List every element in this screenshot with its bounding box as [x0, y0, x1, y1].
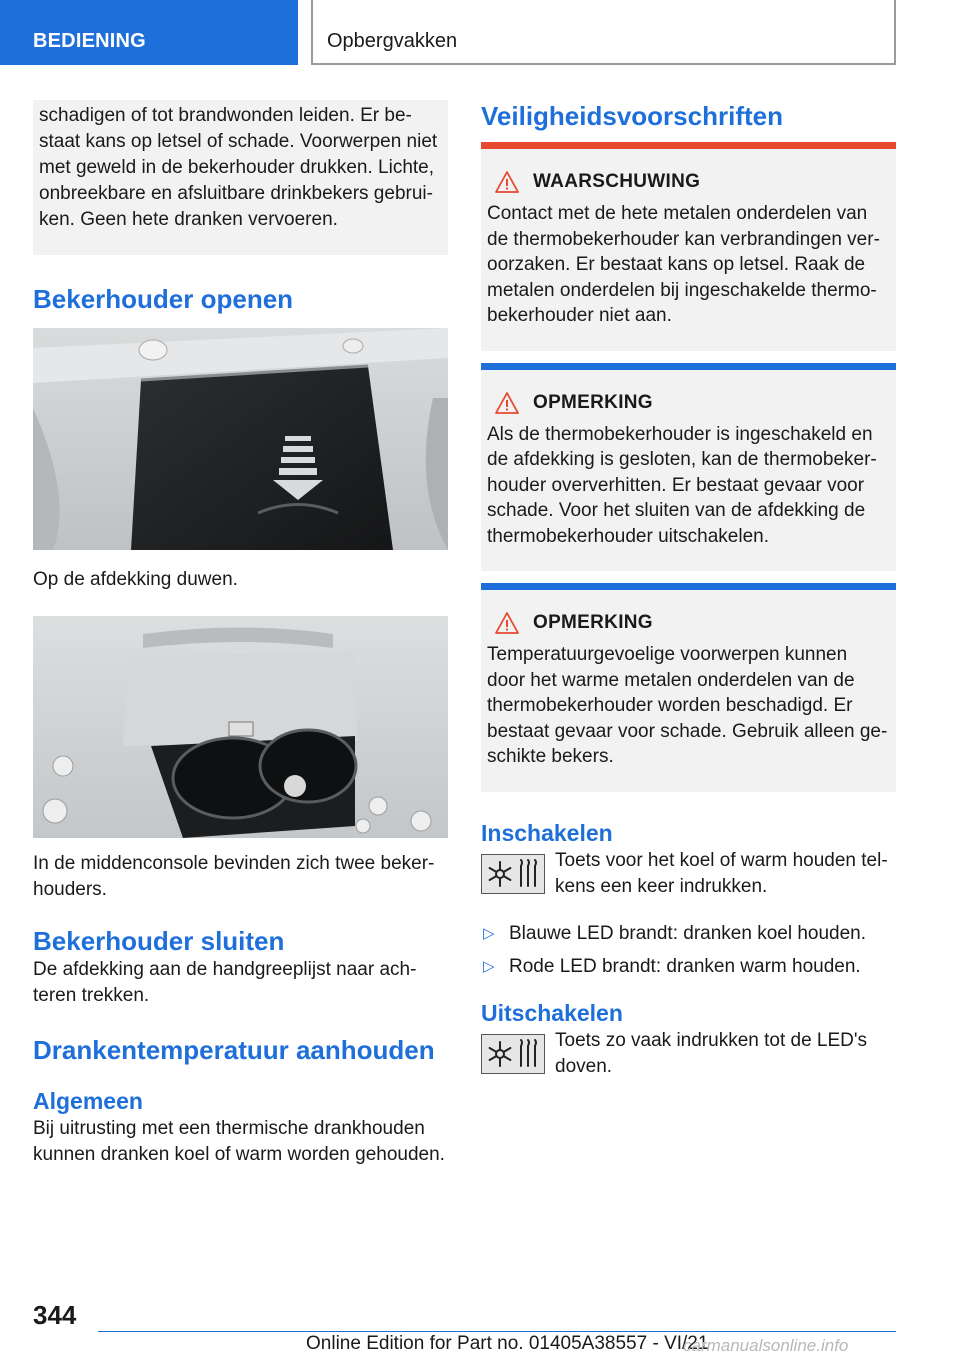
- note-text: Temperatuurgevoelige voorwerpen kunnen door het warme metalen onderdelen van de thermobekerhouder worden beschadigd. Er bestaat gevaar voor schade. Gebruik alleen ge- schikte bekers.: [487, 644, 888, 767]
- bullet-text: Rode LED brandt: dranken warm houden.: [509, 955, 861, 977]
- climate-cupholder-button-icon: [481, 854, 545, 894]
- caption-two-cupholders: In de middenconsole bevinden zich twee beker- houders.: [33, 853, 435, 900]
- bullet-triangle-icon: ▷: [483, 924, 495, 942]
- warning-triangle-icon: [495, 170, 519, 194]
- switch-on-row: [481, 848, 896, 900]
- footer-edition: Online Edition for Part no. 01405A38557 - VI/21: [306, 1333, 709, 1354]
- switch-off-text: Toets zo vaak indrukken tot de LED's doven.: [555, 1029, 868, 1077]
- footer-watermark: carmanualsonline.info: [683, 1336, 849, 1355]
- chapter-tab: BEDIENING: [0, 0, 298, 65]
- led-status-list: [481, 921, 896, 980]
- warning-triangle-icon: [495, 611, 519, 635]
- note-label: OPMERKING: [533, 612, 653, 634]
- cupholders-open-photo: [33, 616, 448, 838]
- warning-bar: [481, 142, 896, 149]
- right-column: [481, 100, 896, 1080]
- note-box-overheat: [481, 363, 896, 572]
- heading-safety: Veiligheidsvoorschriften: [481, 101, 783, 131]
- climate-cupholder-button-icon: [481, 1034, 545, 1074]
- heading-close-cupholder: Bekerhouder sluiten: [33, 926, 285, 956]
- cupholder-cover-photo: [33, 328, 448, 550]
- heading-drink-temperature: Drankentemperatuur aanhouden: [33, 1035, 435, 1065]
- left-column: [33, 100, 448, 1168]
- bullet-triangle-icon: ▷: [483, 957, 495, 975]
- warning-triangle-icon: [495, 391, 519, 415]
- warning-label: WAARSCHUWING: [533, 171, 701, 193]
- page-number: 344: [33, 1300, 77, 1330]
- heading-open-cupholder: Bekerhouder openen: [33, 284, 294, 314]
- heading-switch-off: Uitschakelen: [481, 999, 623, 1026]
- continued-warning-text: schadigen of tot brandwonden leiden. Er be- staat kans op letsel of schade. Voorwerpen niet met geweld in de bekerhouder drukken. Lichte, onbreekbare en afsluitbare drinkbekers gebrui- ken. Geen hete dranken vervoeren.: [39, 105, 438, 230]
- footer-divider: [98, 1331, 896, 1332]
- warning-box: [481, 142, 896, 351]
- close-instructions: De afdekking aan de handgreeplijst naar ach- teren trekken.: [33, 959, 417, 1006]
- note-text: Als de thermobekerhouder is ingeschakeld en de afdekking is gesloten, kan de thermobeker- houder oververhitten. Er bestaat gevaar voor schade. Voor het sluiten van de afdekking de thermobekerhouder uitschakelen.: [487, 423, 877, 547]
- switch-on-text: Toets voor het koel of warm houden tel- kens een keer indrukken.: [555, 849, 888, 897]
- note-bar: [481, 363, 896, 370]
- switch-off-row: [481, 1028, 896, 1080]
- general-text: Bij uitrusting met een thermische drankhouden kunnen dranken koel of warm worden gehouden.: [33, 1118, 445, 1165]
- warning-text: Contact met de hete metalen onderdelen van de thermobekerhouder kan verbrandingen ver- oorzaken. Er bestaat kans op letsel. Raak de metalen onderdelen bij ingeschakelde thermo- bekerhouder niet aan.: [487, 203, 880, 326]
- page-header-title: Opbergvakken: [311, 0, 896, 65]
- note-bar: [481, 583, 896, 590]
- heading-switch-on: Inschakelen: [481, 819, 613, 846]
- note-box-sensitive-items: [481, 583, 896, 792]
- list-item: [481, 954, 896, 980]
- note-label: OPMERKING: [533, 391, 653, 413]
- heading-general: Algemeen: [33, 1088, 143, 1114]
- continued-warning-box: [33, 100, 448, 255]
- caption-push-cover: Op de afdekking duwen.: [33, 569, 238, 590]
- bullet-text: Blauwe LED brandt: dranken koel houden.: [509, 922, 867, 944]
- list-item: [481, 921, 896, 947]
